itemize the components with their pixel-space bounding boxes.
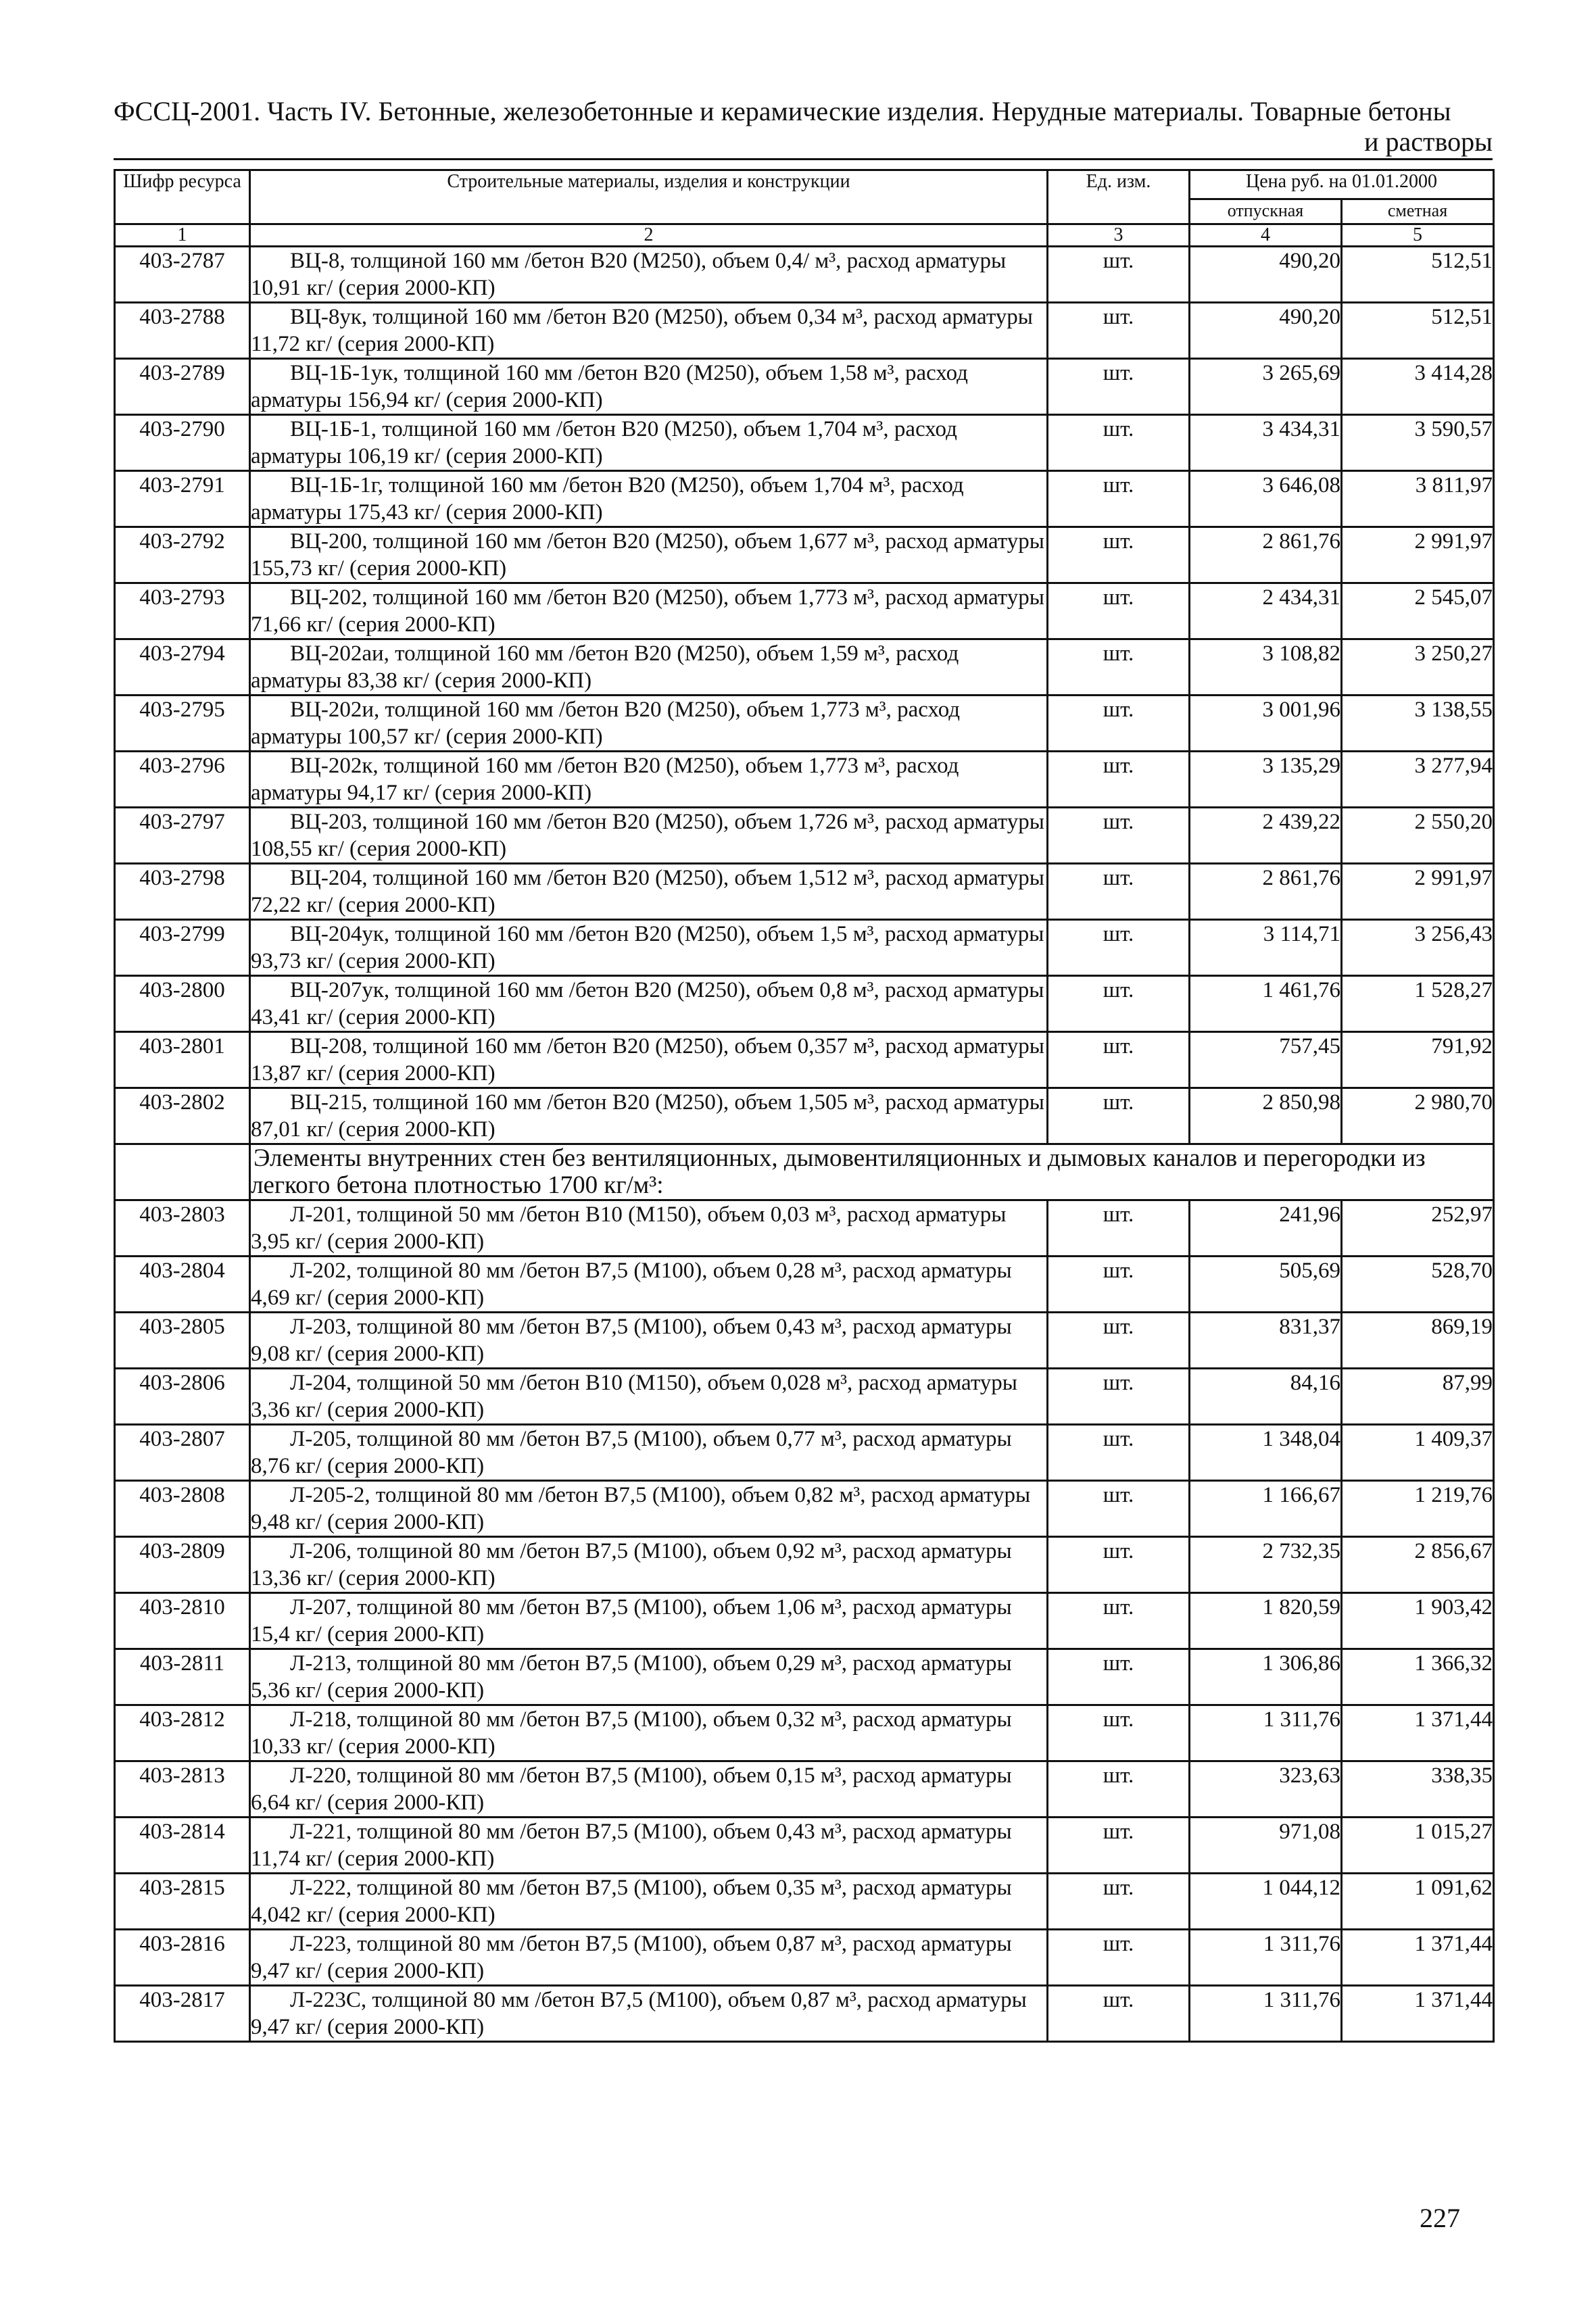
item-description-text: ВЦ-202, толщиной 160 мм /бетон В20 (М250), объем 1,773 м³, расход арматуры 71,66 кг/ (серия 2000-КП) [251,585,1044,637]
table-row [115,527,1494,583]
unit-of-measure: шт. [1048,1705,1190,1761]
item-description-text: ВЦ-1Б-1, толщиной 160 мм /бетон В20 (М250), объем 1,704 м³, расход арматуры 106,19 кг/ (серия 2000-КП) [251,417,957,468]
item-description [250,696,1048,752]
release-price: 3 434,31 [1190,415,1342,471]
unit-of-measure: шт. [1048,864,1190,920]
item-description-text: ВЦ-215, толщиной 160 мм /бетон В20 (М250), объем 1,505 м³, расход арматуры 87,01 кг/ (серия 2000-КП) [251,1090,1044,1142]
table-row [115,864,1494,920]
estimate-price: 1 371,44 [1342,1930,1494,1986]
unit-of-measure: шт. [1048,527,1190,583]
unit-of-measure: шт. [1048,1930,1190,1986]
item-description [250,976,1048,1032]
item-description [250,808,1048,864]
release-price: 1 461,76 [1190,976,1342,1032]
release-price: 84,16 [1190,1369,1342,1425]
release-price: 1 311,76 [1190,1705,1342,1761]
estimate-price: 2 991,97 [1342,527,1494,583]
table-row [115,1257,1494,1313]
table-row [115,1088,1494,1144]
resource-code: 403-2802 [115,1088,250,1144]
resource-code: 403-2816 [115,1930,250,1986]
column-number: 2 [250,224,1048,247]
unit-of-measure: шт. [1048,583,1190,639]
table-row [115,359,1494,415]
item-description-text: ВЦ-200, толщиной 160 мм /бетон В20 (М250), объем 1,677 м³, расход арматуры 155,73 кг/ (серия 2000-КП) [251,529,1044,581]
item-description [250,471,1048,527]
resource-code: 403-2803 [115,1200,250,1257]
resource-code: 403-2794 [115,639,250,696]
estimate-price: 1 371,44 [1342,1705,1494,1761]
item-description-text: ВЦ-202аи, толщиной 160 мм /бетон В20 (М250), объем 1,59 м³, расход арматуры 83,38 кг/ (серия 2000-КП) [251,641,959,693]
item-description-text: Л-201, толщиной 50 мм /бетон В10 (М150), объем 0,03 м³, расход арматуры 3,95 кг/ (серия 2000-КП) [251,1202,1007,1254]
item-description-text: Л-204, толщиной 50 мм /бетон В10 (М150), объем 0,028 м³, расход арматуры 3,36 кг/ (серия 2000-КП) [251,1371,1017,1422]
release-price: 2 732,35 [1190,1537,1342,1593]
unit-of-measure: шт. [1048,976,1190,1032]
table-row [115,1818,1494,1874]
estimate-price: 1 015,27 [1342,1818,1494,1874]
estimate-price: 3 590,57 [1342,415,1494,471]
item-description-text: Л-218, толщиной 80 мм /бетон В7,5 (М100), объем 0,32 м³, расход арматуры 10,33 кг/ (серия 2000-КП) [251,1707,1012,1759]
release-price: 2 850,98 [1190,1088,1342,1144]
release-price: 1 166,67 [1190,1481,1342,1537]
item-description [250,1481,1048,1537]
resource-code: 403-2806 [115,1369,250,1425]
estimate-price: 1 409,37 [1342,1425,1494,1481]
release-price: 3 108,82 [1190,639,1342,696]
resource-code: 403-2808 [115,1481,250,1537]
column-number: 4 [1190,224,1342,247]
release-price: 3 265,69 [1190,359,1342,415]
estimate-price: 3 414,28 [1342,359,1494,415]
estimate-price: 2 980,70 [1342,1088,1494,1144]
item-description [250,864,1048,920]
item-description [250,1874,1048,1930]
item-description-text: Л-223С, толщиной 80 мм /бетон В7,5 (М100), объем 0,87 м³, расход арматуры 9,47 кг/ (серия 2000-КП) [251,1988,1027,2039]
release-price: 2 439,22 [1190,808,1342,864]
table-row [115,303,1494,359]
table-row [115,247,1494,303]
item-description [250,1088,1048,1144]
header-price-estimate: сметная [1342,199,1494,224]
resource-code: 403-2793 [115,583,250,639]
table-row [115,1200,1494,1257]
table-row [115,415,1494,471]
section-title: Элементы внутренних стен без вентиляционных, дымовентиляционных и дымовых каналов и перегородки из легкого бетона плотностью 1700 кг/м³: [250,1144,1494,1200]
resource-code: 403-2805 [115,1313,250,1369]
item-description-text: Л-205-2, толщиной 80 мм /бетон В7,5 (М100), объем 0,82 м³, расход арматуры 9,48 кг/ (серия 2000-КП) [251,1483,1031,1534]
header-code: Шифр ресурса [115,170,250,224]
release-price: 505,69 [1190,1257,1342,1313]
estimate-price: 1 528,27 [1342,976,1494,1032]
release-price: 241,96 [1190,1200,1342,1257]
column-number: 3 [1048,224,1190,247]
resource-code: 403-2800 [115,976,250,1032]
estimate-price: 87,99 [1342,1369,1494,1425]
estimate-price: 3 811,97 [1342,471,1494,527]
estimate-price: 338,35 [1342,1761,1494,1818]
item-description [250,359,1048,415]
unit-of-measure: шт. [1048,359,1190,415]
resource-code: 403-2792 [115,527,250,583]
table-row [115,976,1494,1032]
table-row [115,1705,1494,1761]
release-price: 1 311,76 [1190,1930,1342,1986]
item-description [250,1705,1048,1761]
unit-of-measure: шт. [1048,920,1190,976]
table-row [115,1537,1494,1593]
unit-of-measure: шт. [1048,1537,1190,1593]
resource-code: 403-2798 [115,864,250,920]
header-price-group: Цена руб. на 01.01.2000 [1190,170,1494,199]
item-description-text: ВЦ-204, толщиной 160 мм /бетон В20 (М250), объем 1,512 м³, расход арматуры 72,22 кг/ (серия 2000-КП) [251,866,1044,917]
table-row [115,583,1494,639]
unit-of-measure: шт. [1048,1257,1190,1313]
table-row [115,471,1494,527]
item-description-text: ВЦ-202к, толщиной 160 мм /бетон В20 (М250), объем 1,773 м³, расход арматуры 94,17 кг/ (серия 2000-КП) [251,754,959,805]
unit-of-measure: шт. [1048,1761,1190,1818]
unit-of-measure: шт. [1048,415,1190,471]
estimate-price: 2 856,67 [1342,1537,1494,1593]
resource-code: 403-2811 [115,1649,250,1705]
unit-of-measure: шт. [1048,1481,1190,1537]
unit-of-measure: шт. [1048,1425,1190,1481]
estimate-price: 3 250,27 [1342,639,1494,696]
unit-of-measure: шт. [1048,1874,1190,1930]
item-description [250,920,1048,976]
item-description [250,1425,1048,1481]
resource-code: 403-2814 [115,1818,250,1874]
release-price: 323,63 [1190,1761,1342,1818]
unit-of-measure: шт. [1048,1032,1190,1088]
estimate-price: 1 366,32 [1342,1649,1494,1705]
estimate-price: 2 991,97 [1342,864,1494,920]
estimate-price: 2 545,07 [1342,583,1494,639]
unit-of-measure: шт. [1048,1369,1190,1425]
resource-code: 403-2817 [115,1986,250,2042]
resource-code: 403-2815 [115,1874,250,1930]
resource-code: 403-2801 [115,1032,250,1088]
item-description [250,1930,1048,1986]
item-description-text: ВЦ-204ук, толщиной 160 мм /бетон В20 (М250), объем 1,5 м³, расход арматуры 93,73 кг/ (серия 2000-КП) [251,922,1044,973]
unit-of-measure: шт. [1048,247,1190,303]
resource-code: 403-2787 [115,247,250,303]
estimate-price: 1 371,44 [1342,1986,1494,2042]
section-code-cell [115,1144,250,1200]
estimate-price: 252,97 [1342,1200,1494,1257]
price-table [114,169,1495,2043]
item-description-text: ВЦ-8, толщиной 160 мм /бетон В20 (М250), объем 0,4/ м³, расход арматуры 10,91 кг/ (серия 2000-КП) [251,249,1007,300]
item-description [250,1032,1048,1088]
item-description-text: ВЦ-1Б-1ук, толщиной 160 мм /бетон В20 (М250), объем 1,58 м³, расход арматуры 156,94 кг/ (серия 2000-КП) [251,361,968,412]
item-description [250,1818,1048,1874]
release-price: 2 861,76 [1190,864,1342,920]
release-price: 3 646,08 [1190,471,1342,527]
release-price: 3 001,96 [1190,696,1342,752]
table-row [115,1761,1494,1818]
resource-code: 403-2810 [115,1593,250,1649]
unit-of-measure: шт. [1048,1986,1190,2042]
table-row [115,1369,1494,1425]
estimate-price: 1 219,76 [1342,1481,1494,1537]
item-description [250,1761,1048,1818]
item-description [250,639,1048,696]
resource-code: 403-2795 [115,696,250,752]
resource-code: 403-2797 [115,808,250,864]
release-price: 1 311,76 [1190,1986,1342,2042]
item-description-text: ВЦ-208, толщиной 160 мм /бетон В20 (М250), объем 0,357 м³, расход арматуры 13,87 кг/ (серия 2000-КП) [251,1034,1044,1086]
unit-of-measure: шт. [1048,639,1190,696]
release-price: 490,20 [1190,247,1342,303]
item-description-text: ВЦ-203, толщиной 160 мм /бетон В20 (М250), объем 1,726 м³, расход арматуры 108,55 кг/ (серия 2000-КП) [251,810,1044,861]
resource-code: 403-2812 [115,1705,250,1761]
header-price-release: отпускная [1190,199,1342,224]
item-description [250,1986,1048,2042]
item-description-text: Л-222, толщиной 80 мм /бетон В7,5 (М100), объем 0,35 м³, расход арматуры 4,042 кг/ (серия 2000-КП) [251,1876,1012,1927]
release-price: 3 114,71 [1190,920,1342,976]
estimate-price: 1 091,62 [1342,1874,1494,1930]
unit-of-measure: шт. [1048,471,1190,527]
item-description-text: ВЦ-207ук, толщиной 160 мм /бетон В20 (М250), объем 0,8 м³, расход арматуры 43,41 кг/ (серия 2000-КП) [251,978,1044,1029]
estimate-price: 512,51 [1342,303,1494,359]
item-description-text: ВЦ-1Б-1г, толщиной 160 мм /бетон В20 (М250), объем 1,704 м³, расход арматуры 175,43 кг/ (серия 2000-КП) [251,473,964,525]
unit-of-measure: шт. [1048,1200,1190,1257]
resource-code: 403-2796 [115,752,250,808]
table-row [115,1481,1494,1537]
table-row [115,1313,1494,1369]
item-description [250,583,1048,639]
resource-code: 403-2789 [115,359,250,415]
resource-code: 403-2790 [115,415,250,471]
item-description [250,415,1048,471]
estimate-price: 2 550,20 [1342,808,1494,864]
item-description [250,303,1048,359]
item-description-text: Л-213, толщиной 80 мм /бетон В7,5 (М100), объем 0,29 м³, расход арматуры 5,36 кг/ (серия 2000-КП) [251,1651,1012,1703]
item-description-text: Л-207, толщиной 80 мм /бетон В7,5 (М100), объем 1,06 м³, расход арматуры 15,4 кг/ (серия 2000-КП) [251,1595,1012,1647]
table-row [115,1425,1494,1481]
resource-code: 403-2813 [115,1761,250,1818]
item-description-text: ВЦ-202и, толщиной 160 мм /бетон В20 (М250), объем 1,773 м³, расход арматуры 100,57 кг/ (серия 2000-КП) [251,698,961,749]
item-description-text: Л-221, толщиной 80 мм /бетон В7,5 (М100), объем 0,43 м³, расход арматуры 11,74 кг/ (серия 2000-КП) [251,1820,1012,1871]
release-price: 2 861,76 [1190,527,1342,583]
release-price: 831,37 [1190,1313,1342,1369]
release-price: 490,20 [1190,303,1342,359]
table-row [115,1032,1494,1088]
resource-code: 403-2807 [115,1425,250,1481]
item-description [250,1593,1048,1649]
estimate-price: 3 138,55 [1342,696,1494,752]
unit-of-measure: шт. [1048,808,1190,864]
table-row [115,1874,1494,1930]
resource-code: 403-2788 [115,303,250,359]
release-price: 757,45 [1190,1032,1342,1088]
section-row [115,1144,1494,1200]
unit-of-measure: шт. [1048,1818,1190,1874]
item-description [250,1257,1048,1313]
item-description-text: Л-205, толщиной 80 мм /бетон В7,5 (М100), объем 0,77 м³, расход арматуры 8,76 кг/ (серия 2000-КП) [251,1427,1012,1478]
item-description-text: Л-202, толщиной 80 мм /бетон В7,5 (М100), объем 0,28 м³, расход арматуры 4,69 кг/ (серия 2000-КП) [251,1259,1012,1310]
item-description-text: Л-223, толщиной 80 мм /бетон В7,5 (М100), объем 0,87 м³, расход арматуры 9,47 кг/ (серия 2000-КП) [251,1932,1012,1983]
unit-of-measure: шт. [1048,1313,1190,1369]
estimate-price: 869,19 [1342,1313,1494,1369]
page-header-line-2: и растворы [1364,126,1493,157]
unit-of-measure: шт. [1048,696,1190,752]
item-description [250,247,1048,303]
item-description [250,1537,1048,1593]
item-description-text: Л-206, толщиной 80 мм /бетон В7,5 (М100), объем 0,92 м³, расход арматуры 13,36 кг/ (серия 2000-КП) [251,1539,1012,1590]
release-price: 1 306,86 [1190,1649,1342,1705]
page-header-line-1: ФССЦ-2001. Часть IV. Бетонные, железобетонные и керамические изделия. Нерудные материалы. Товарные бетоны [114,96,1451,126]
item-description [250,1200,1048,1257]
release-price: 971,08 [1190,1818,1342,1874]
table-row [115,1986,1494,2042]
table-row [115,752,1494,808]
item-description [250,1369,1048,1425]
resource-code: 403-2791 [115,471,250,527]
item-description-text: ВЦ-8ук, толщиной 160 мм /бетон В20 (М250), объем 0,34 м³, расход арматуры 11,72 кг/ (серия 2000-КП) [251,305,1033,356]
column-number: 5 [1342,224,1494,247]
unit-of-measure: шт. [1048,303,1190,359]
table-row [115,808,1494,864]
estimate-price: 1 903,42 [1342,1593,1494,1649]
estimate-price: 3 256,43 [1342,920,1494,976]
unit-of-measure: шт. [1048,1649,1190,1705]
table-row [115,696,1494,752]
column-number: 1 [115,224,250,247]
page-number: 227 [1420,2203,1460,2233]
release-price: 3 135,29 [1190,752,1342,808]
unit-of-measure: шт. [1048,752,1190,808]
release-price: 1 044,12 [1190,1874,1342,1930]
header-description: Строительные материалы, изделия и конструкции [250,170,1048,224]
table-row [115,639,1494,696]
estimate-price: 528,70 [1342,1257,1494,1313]
item-description [250,752,1048,808]
unit-of-measure: шт. [1048,1088,1190,1144]
item-description [250,1313,1048,1369]
table-row [115,1930,1494,1986]
estimate-price: 512,51 [1342,247,1494,303]
header-rule [114,158,1493,160]
item-description [250,1649,1048,1705]
resource-code: 403-2804 [115,1257,250,1313]
table-row [115,920,1494,976]
table-row [115,1593,1494,1649]
item-description [250,527,1048,583]
page-header [114,96,1493,157]
table-row [115,1649,1494,1705]
release-price: 1 820,59 [1190,1593,1342,1649]
release-price: 2 434,31 [1190,583,1342,639]
unit-of-measure: шт. [1048,1593,1190,1649]
item-description-text: Л-203, толщиной 80 мм /бетон В7,5 (М100), объем 0,43 м³, расход арматуры 9,08 кг/ (серия 2000-КП) [251,1315,1012,1366]
estimate-price: 791,92 [1342,1032,1494,1088]
resource-code: 403-2799 [115,920,250,976]
resource-code: 403-2809 [115,1537,250,1593]
estimate-price: 3 277,94 [1342,752,1494,808]
item-description-text: Л-220, толщиной 80 мм /бетон В7,5 (М100), объем 0,15 м³, расход арматуры 6,64 кг/ (серия 2000-КП) [251,1763,1012,1815]
release-price: 1 348,04 [1190,1425,1342,1481]
header-unit: Ед. изм. [1048,170,1190,224]
